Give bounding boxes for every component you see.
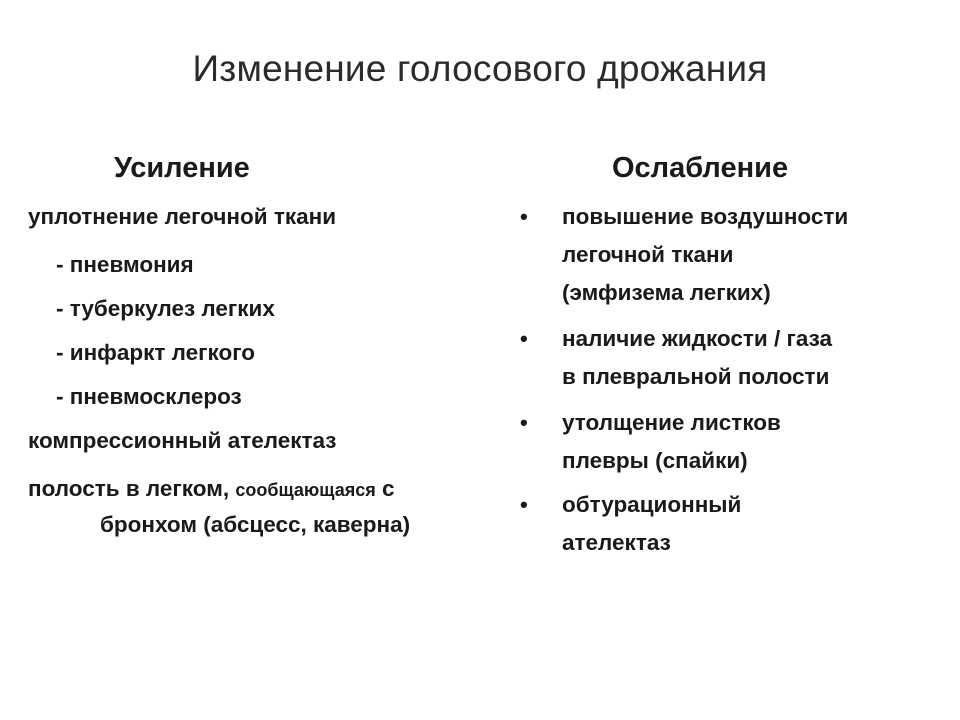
list-item: - инфаркт легкого bbox=[56, 340, 256, 365]
list-item: - пневмосклероз bbox=[56, 384, 242, 409]
cavity-tail-text: с bbox=[381, 476, 395, 501]
list-item-line: повышение воздушности bbox=[562, 204, 849, 229]
list-item-line: ателектаз bbox=[562, 530, 671, 555]
bullet-icon: • bbox=[520, 326, 528, 351]
cavity-main-text: полость в легком, bbox=[28, 476, 230, 501]
bullet-icon: • bbox=[520, 492, 528, 517]
list-item: уплотнение легочной ткани bbox=[28, 204, 337, 229]
list-item-line: обтурационный bbox=[562, 492, 742, 517]
list-item: - туберкулез легких bbox=[56, 296, 275, 321]
list-item-line: в плевральной полости bbox=[562, 364, 830, 389]
list-item-line: утолщение листков bbox=[562, 410, 781, 435]
cavity-continuation: бронхом (абсцесс, каверна) bbox=[100, 512, 411, 537]
column-heading-increase: Усиление bbox=[114, 152, 250, 184]
list-item: компрессионный ателектаз bbox=[28, 428, 337, 453]
list-item-cavity bbox=[28, 476, 395, 502]
bullet-icon: • bbox=[520, 410, 528, 435]
slide-title: Изменение голосового дрожания bbox=[192, 48, 768, 89]
list-item-line: легочной ткани bbox=[562, 242, 734, 267]
list-item-line: (эмфизема легких) bbox=[562, 280, 771, 305]
cavity-small-text: сообщающаяся bbox=[235, 480, 376, 500]
list-item-line: плевры (спайки) bbox=[562, 448, 748, 473]
column-heading-decrease: Ослабление bbox=[612, 152, 789, 184]
bullet-icon: • bbox=[520, 204, 528, 229]
list-item-line: наличие жидкости / газа bbox=[562, 326, 833, 351]
list-item: - пневмония bbox=[56, 252, 194, 277]
